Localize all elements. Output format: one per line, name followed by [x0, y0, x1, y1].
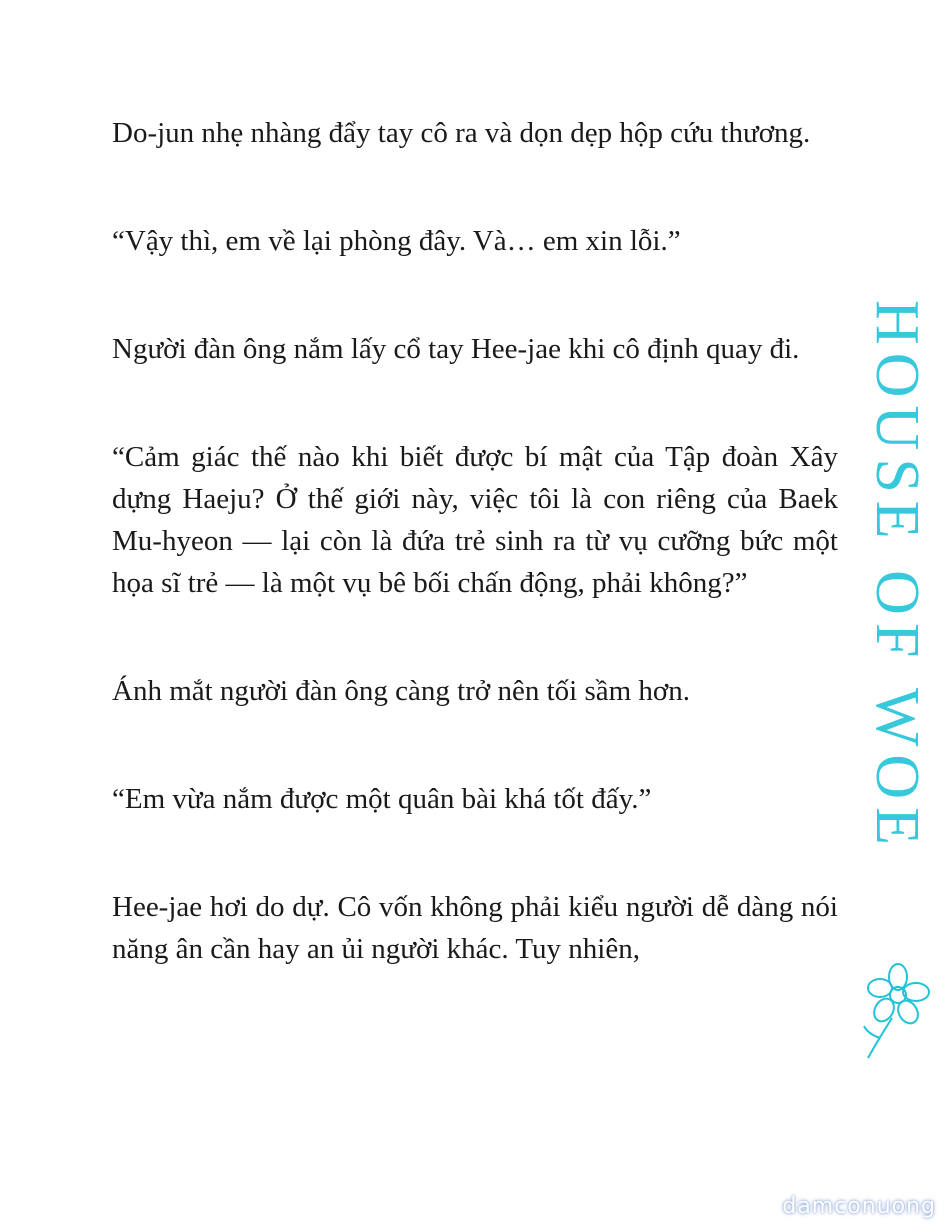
- paragraph: Người đàn ông nắm lấy cổ tay Hee-jae khi cô định quay đi.: [112, 333, 800, 365]
- paragraph: Hee-jae hơi do dự. Cô vốn không phải kiểu người dễ dàng nói năng ân cần hay an ủi người khác. Tuy nhiên,: [112, 891, 838, 965]
- flower-watermark-icon: [858, 960, 938, 1060]
- paragraph: Do-jun nhẹ nhàng đẩy tay cô ra và dọn dẹp hộp cứu thương.: [112, 117, 811, 149]
- watermark-house-of-woe: HOUSE OF WOE: [863, 300, 931, 853]
- paragraph: Ánh mắt người đàn ông càng trở nên tối sầm hơn.: [112, 675, 690, 707]
- site-watermark: damconuong: [782, 1194, 936, 1219]
- paragraph: “Em vừa nắm được một quân bài khá tốt đấy.”: [112, 783, 652, 815]
- paragraph: “Vậy thì, em về lại phòng đây. Và… em xin lỗi.”: [112, 225, 681, 257]
- paragraph: “Cảm giác thế nào khi biết được bí mật của Tập đoàn Xây dựng Haeju? Ở thế giới này, việc tôi là con riêng của Baek Mu-hyeon — lại còn là đứa trẻ sinh ra từ vụ cưỡng bức một họa sĩ trẻ — là một vụ bê bối chấn động, phải không?”: [112, 441, 838, 599]
